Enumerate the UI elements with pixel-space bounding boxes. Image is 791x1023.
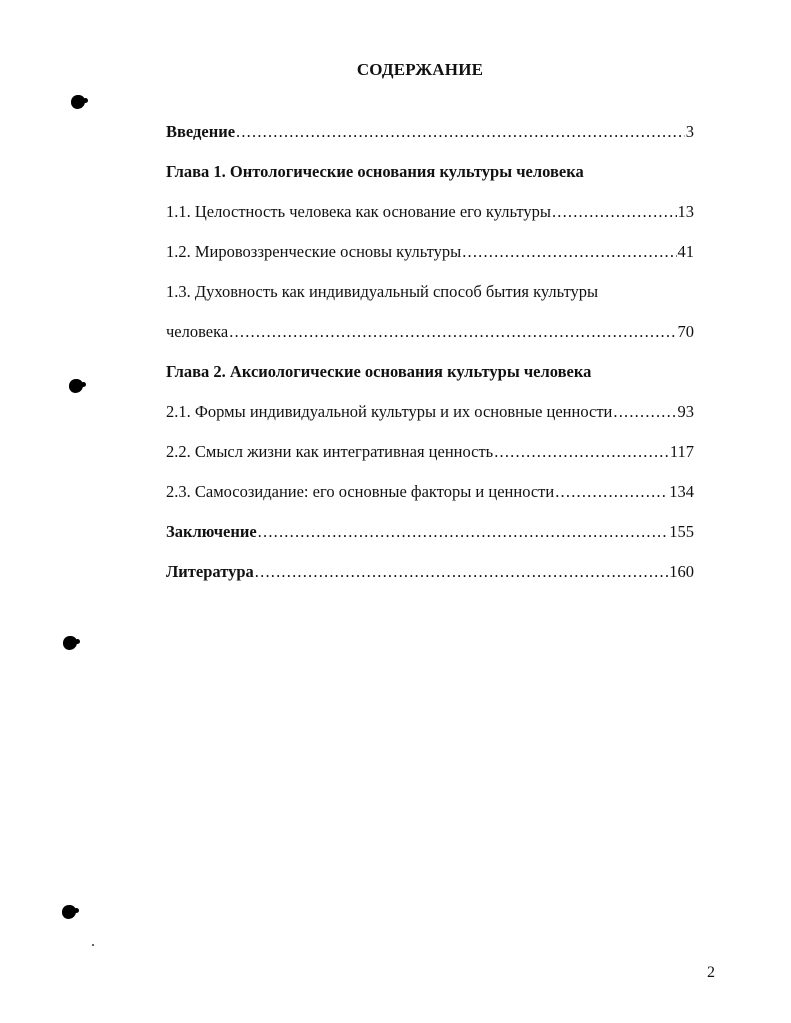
toc-entry-page: 3 (685, 122, 694, 141)
page-number: 2 (707, 964, 715, 981)
toc-entry-2-3[interactable] (166, 478, 694, 518)
toc-leader-dots (555, 478, 668, 506)
toc-entry-page: 160 (669, 562, 694, 581)
toc-entry-literature[interactable] (166, 558, 694, 598)
toc-entry-introduction[interactable] (166, 118, 694, 158)
toc-leader-dots (229, 318, 676, 346)
toc-entry-label: Заключение (166, 522, 257, 541)
toc-entry-page: 117 (669, 442, 694, 461)
toc-leader-dots (255, 558, 668, 586)
toc-entry-label: 2.3. Самосозидание: его основные факторы и ценности (166, 482, 555, 501)
toc-entry-label: 2.1. Формы индивидуальной культуры и их основные ценности (166, 402, 613, 421)
toc-chapter-2-heading[interactable] (166, 358, 694, 398)
table-of-contents (166, 118, 694, 598)
toc-entry-1-1[interactable] (166, 198, 694, 238)
toc-leader-dots (613, 398, 676, 426)
toc-entry-label: человека (166, 322, 229, 341)
punch-hole-mark (69, 379, 83, 393)
toc-leader-dots (552, 198, 677, 226)
toc-entry-page: 134 (669, 482, 694, 501)
toc-leader-dots (236, 118, 685, 146)
toc-entry-label: 1.1. Целостность человека как основание его культуры (166, 202, 551, 221)
toc-entry-label: Введение (166, 122, 236, 141)
toc-entry-label: 1.2. Мировоззренческие основы культуры (166, 242, 462, 261)
toc-entry-page: 155 (669, 522, 694, 541)
toc-leader-dots (462, 238, 676, 266)
toc-entry-label: 1.3. Духовность как индивидуальный способ бытия культуры (166, 282, 599, 301)
punch-hole-mark (63, 636, 77, 650)
toc-entry-label: Литература (166, 562, 254, 581)
punch-hole-mark (62, 905, 76, 919)
toc-entry-conclusion[interactable] (166, 518, 694, 558)
toc-entry-page: 13 (677, 202, 694, 221)
toc-chapter-1-heading[interactable] (166, 158, 694, 198)
toc-entry-2-2[interactable] (166, 438, 694, 478)
toc-leader-dots (258, 518, 669, 546)
toc-entry-page: 93 (677, 402, 694, 421)
toc-entry-2-1[interactable] (166, 398, 694, 438)
toc-entry-page: 41 (677, 242, 694, 261)
toc-entry-1-2[interactable] (166, 238, 694, 278)
toc-entry-1-3-continued[interactable] (166, 318, 694, 358)
toc-entry-1-3[interactable] (166, 278, 694, 318)
toc-entry-label: Глава 2. Аксиологические основания культуры человека (166, 362, 592, 381)
toc-entry-label: 2.2. Смысл жизни как интегративная ценность (166, 442, 494, 461)
toc-entry-page: 70 (677, 322, 694, 341)
scan-speck (92, 944, 94, 946)
page-title: СОДЕРЖАНИЕ (356, 60, 484, 79)
punch-hole-mark (71, 95, 85, 109)
toc-leader-dots (494, 438, 669, 466)
toc-entry-label: Глава 1. Онтологические основания культуры человека (166, 162, 584, 181)
